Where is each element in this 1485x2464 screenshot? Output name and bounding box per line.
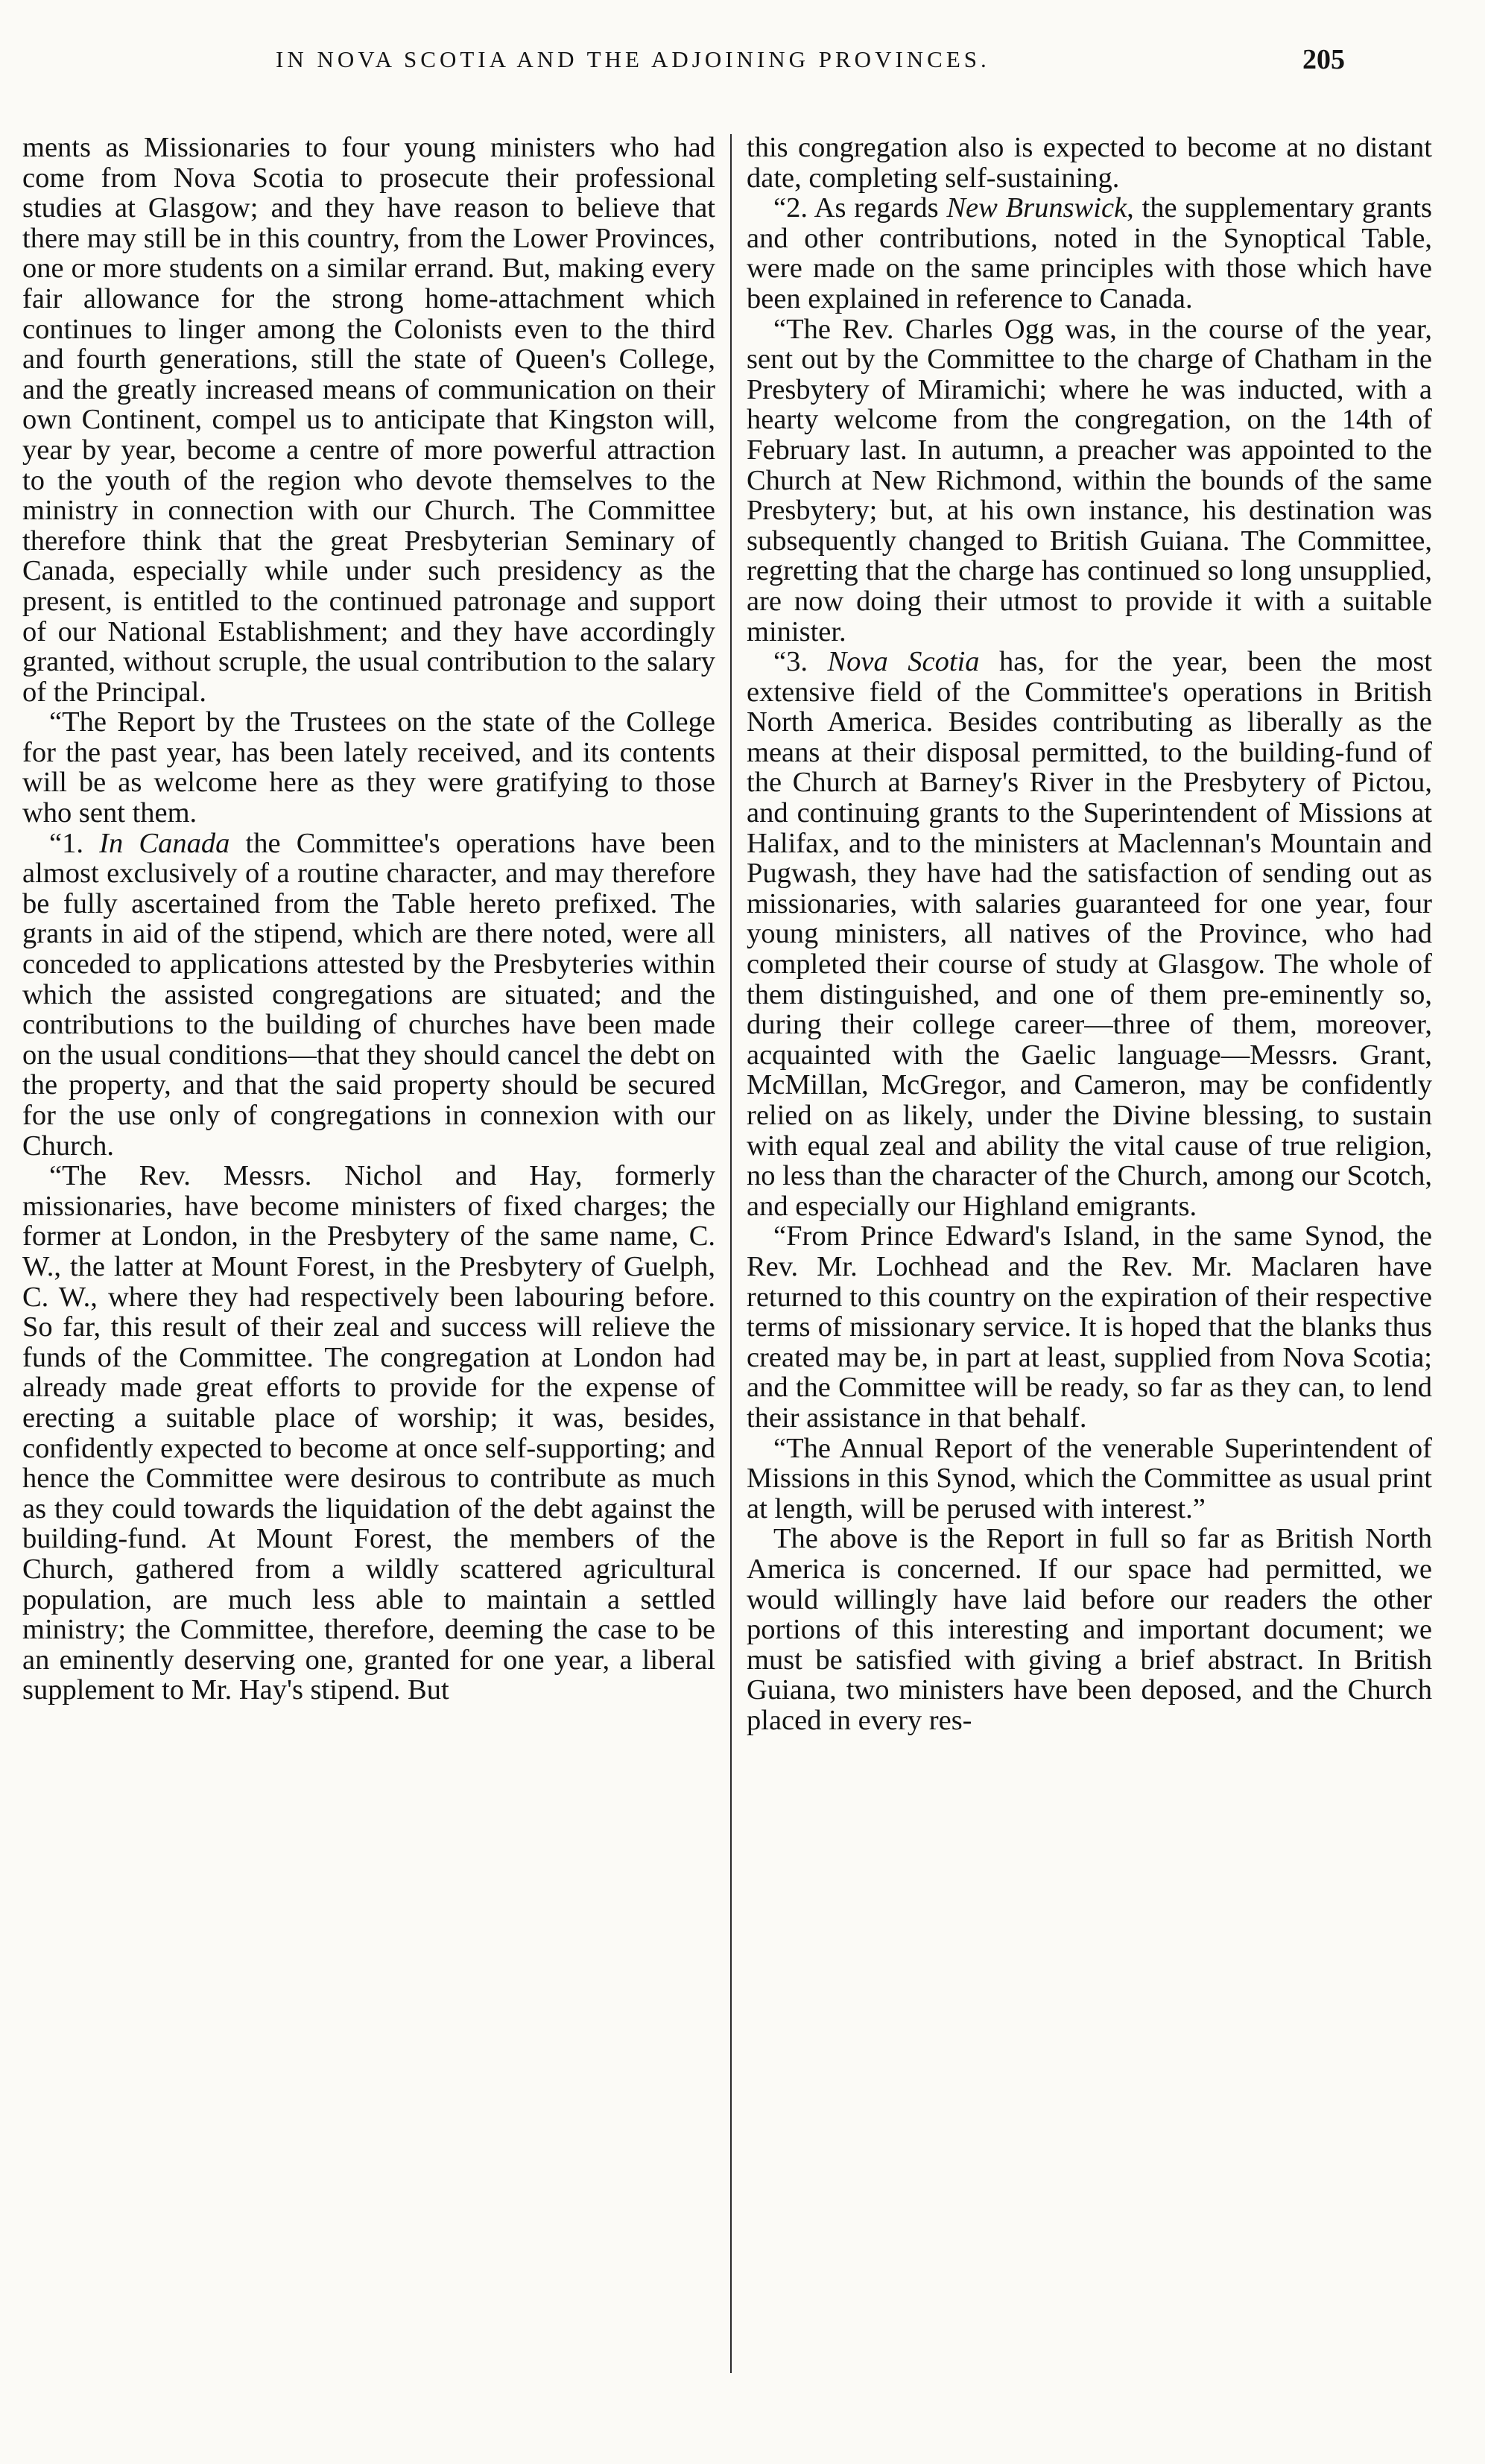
- paragraph: this congregation also is expected to become at no distant date, completing self-sustaining.: [747, 132, 1432, 194]
- emphasis: Nova Scotia: [827, 646, 980, 678]
- paragraph: [747, 647, 1432, 1221]
- paragraph: ments as Missionaries to four young ministers who had come from Nova Scotia to prosecute their professional studies at Glasgow; and they have reason to believe that there may still be in this country, from the Lower Provinces, one or more students on a similar errand. But, making every fair allowance for the strong home-attachment which continues to linger among the Colonists even to the third and fourth generations, still the state of Queen's College, and the greatly increased means of communication on their own Continent, compel us to anticipate that Kingston will, year by year, become a centre of more powerful attraction to the youth of the region who devote themselves to the ministry in connection with our Church. The Committee therefore think that the great Presbyterian Seminary of Canada, especially while under such presidency as the present, is entitled to the continued patronage and support of our National Establishment; and they have accordingly granted, without scruple, the usual contribution to the salary of the Principal.: [22, 132, 715, 708]
- paragraph: “The Rev. Messrs. Nichol and Hay, formerly missionaries, have become ministers of fixed charges; the former at London, in the Presbytery of the same name, C. W., the latter at Mount Forest, in the Presbytery of Guelph, C. W., where they had respectively been labouring before. So far, this result of their zeal and success will relieve the funds of the Committee. The congregation at London had already made great efforts to provide for the expense of erecting a suitable place of worship; it was, besides, confidently expected to become at once self-supporting; and hence the Committee were desirous to contribute as much as they could towards the liquidation of the debt against the building-fund. At Mount Forest, the members of the Church, gathered from a wildly scattered agricultural population, are much less able to maintain a settled ministry; the Committee, therefore, deeming the case to be an eminently deserving one, granted for one year, a liberal supplement to Mr. Hay's stipend. But: [22, 1160, 715, 1706]
- emphasis: In Canada: [99, 827, 230, 859]
- paragraph: “From Prince Edward's Island, in the same Synod, the Rev. Mr. Lochhead and the Rev. Mr. Maclaren have returned to this country on the expiration of their respective terms of missionary service. It is hoped that the blanks thus created may be, in part at least, supplied from Nova Scotia; and the Committee will be ready, so far as they can, to lend their assistance in that behalf.: [747, 1220, 1432, 1434]
- paragraph-body: , the supplementary grants and other contributions, noted in the Synoptical Table, were made on the same principles with those which have been explained in reference to Canada.: [747, 192, 1432, 314]
- paragraph-body: the Committee's operations have been almost exclusively of a routine character, and may therefore be fully ascertained from the Table hereto prefixed. The grants in aid of the stipend, which are there noted, were all conceded to applications attested by the Presbyteries within which the assisted congregations are situated; and the contributions to the building of churches have been made on the usual conditions—that they should cancel the debt on the property, and that the said property should be secured for the use only of congregations in connexion with our Church.: [22, 827, 716, 1162]
- column-rule: [730, 134, 732, 2373]
- paragraph: “The Rev. Charles Ogg was, in the course of the year, sent out by the Committee to the charge of Chatham in the Presbytery of Miramichi; where he was inducted, with a hearty welcome from the congregation, on the 14th of February last. In autumn, a preacher was appointed to the Church at New Richmond, within the bounds of the same Presbytery; but, at his own instance, his destination was subsequently changed to British Guiana. The Committee, regretting that the charge has continued so long unsupplied, are now doing their utmost to provide it with a suitable minister.: [747, 313, 1432, 647]
- paragraph-prefix: “3.: [773, 646, 828, 678]
- paragraph: The above is the Report in full so far as British North America is concerned. If our space had permitted, we would willingly have laid before our readers the other portions of this interesting and important document; we must be satisfied with giving a brief abstract. In British Guiana, two ministers have been deposed, and the Church placed in every res-: [747, 1523, 1432, 1736]
- left-column: [22, 133, 715, 1706]
- emphasis: New Brunswick: [946, 192, 1127, 224]
- paragraph: [22, 829, 715, 1162]
- running-head: IN NOVA SCOTIA AND THE ADJOINING PROVINCES.: [276, 46, 990, 72]
- page-number: 205: [1302, 44, 1345, 75]
- paragraph: “The Annual Report of the venerable Superintendent of Missions in this Synod, which the Committee as usual print at length, will be perused with interest.”: [747, 1432, 1432, 1524]
- paragraph-prefix: “2. As regards: [773, 192, 947, 224]
- paragraph: [747, 193, 1432, 314]
- right-column: [747, 133, 1432, 1735]
- paragraph-prefix: “1.: [49, 827, 100, 859]
- paragraph: “The Report by the Trustees on the state of the College for the past year, has been lately received, and its contents will be as welcome here as they were gratifying to those who sent them.: [22, 706, 715, 829]
- paragraph-body: has, for the year, been the most extensive field of the Committee's operations in British North America. Besides contributing as liberally as the means at their disposal permitted, to the building-fund of the Church at Barney's River in the Presbytery of Pictou, and continuing grants to the Superintendent of Missions at Halifax, and to the ministers at Maclennan's Mountain and Pugwash, they have had the satisfaction of sending out as missionaries, with salaries guaranteed for one year, four young ministers, all natives of the Province, who had completed their course of study at Glasgow. The whole of them distinguished, and one of them pre-eminently so, during their college career—three of them, moreover, acquainted with the Gaelic language—Messrs. Grant, McMillan, McGregor, and Cameron, may be confidently relied on as likely, under the Divine blessing, to sustain with equal zeal and ability the vital cause of true religion, no less than the character of the Church, among our Scotch, and especially our Highland emigrants.: [747, 646, 1433, 1222]
- page-header: [0, 43, 1485, 88]
